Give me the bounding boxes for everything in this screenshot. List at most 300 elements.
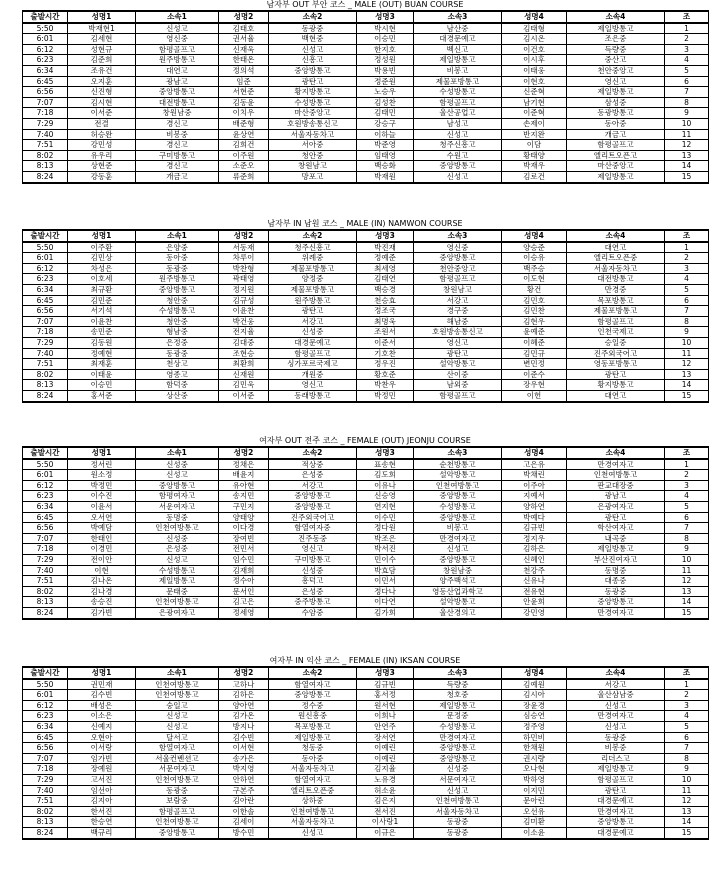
cell-name1: 한태인: [68, 533, 136, 544]
cell-team3: 비봉고: [414, 65, 502, 76]
cell-name1: 이소은: [68, 711, 136, 722]
cell-team3: 산이중: [414, 369, 502, 380]
cell-team2: 동래방통고: [269, 390, 357, 401]
table-row: [23, 721, 709, 732]
cell-team2: 원주방통고: [269, 295, 357, 306]
cell-name3: 박정민: [357, 390, 414, 401]
cell-name1: 한승연: [68, 817, 136, 828]
cell-name4: 이주아: [502, 480, 567, 491]
cell-team2: 청주신흥고: [269, 242, 357, 253]
cell-team1: 신성고: [136, 23, 219, 34]
table-row: [23, 512, 709, 523]
column-header-group: 조: [665, 11, 709, 23]
cell-name1: 원소정: [68, 470, 136, 481]
cell-team2: 신흥고: [269, 55, 357, 66]
cell-team4: 함평골프고: [567, 316, 665, 327]
cell-team2: 광탄고: [269, 76, 357, 87]
cell-team1: 문태중: [136, 586, 219, 597]
column-header-group: 조: [665, 230, 709, 242]
column-header-team4: 소속4: [567, 11, 665, 23]
cell-name3: 이희나: [357, 711, 414, 722]
cell-team2: 중앙방통고: [269, 65, 357, 76]
cell-team2: 신성고: [269, 44, 357, 55]
table-row: [23, 533, 709, 544]
cell-team3: 중앙방통고: [414, 512, 502, 523]
cell-team4: 중산고: [567, 55, 665, 66]
cell-team3: 비봉고: [414, 523, 502, 534]
cell-team1: 인천여방통고: [136, 523, 219, 534]
cell-start-time: 8:13: [23, 161, 68, 172]
cell-name3: 원서현: [357, 700, 414, 711]
cell-team1: 인천여방통고: [136, 817, 219, 828]
cell-team2: 중주방통고: [269, 597, 357, 608]
cell-name2: 박지영: [219, 764, 269, 775]
cell-name1: 성현규: [68, 44, 136, 55]
cell-name4: 김시아: [502, 690, 567, 701]
cell-name4: 이건호: [502, 44, 567, 55]
cell-name4: 남기현: [502, 97, 567, 108]
cell-name4: 문아린: [502, 796, 567, 807]
cell-name2: 이서현: [219, 743, 269, 754]
cell-team3: 울산공업고: [414, 108, 502, 119]
column-header-name4: 성명4: [502, 667, 567, 679]
cell-team1: 원주방통고: [136, 55, 219, 66]
cell-team3: 순천방통고: [414, 459, 502, 470]
cell-group: 7: [665, 306, 709, 317]
cell-team3: 광탄고: [414, 348, 502, 359]
cell-name4: 오나현: [502, 764, 567, 775]
cell-name3: 정예준: [357, 253, 414, 264]
cell-team3: 영동산업과학고: [414, 586, 502, 597]
cell-name2: 박찬형: [219, 263, 269, 274]
cell-start-time: 6:23: [23, 274, 68, 285]
cell-team2: 구미방통고: [269, 554, 357, 565]
cell-name4: 박채린: [502, 470, 567, 481]
cell-name3: 정준원: [357, 76, 414, 87]
cell-name3: 박조은: [357, 533, 414, 544]
cell-team4: 만경여자고: [567, 459, 665, 470]
column-header-name1: 성명1: [68, 447, 136, 459]
cell-team1: 함평여자고: [136, 491, 219, 502]
table-row: [23, 827, 709, 838]
cell-team3: 득량중: [414, 679, 502, 690]
cell-name4: 장윤경: [502, 700, 567, 711]
cell-team4: 광탄고: [567, 512, 665, 523]
cell-team4: 조은중: [567, 34, 665, 45]
cell-name3: 노승우: [357, 87, 414, 98]
cell-name1: 전결: [68, 118, 136, 129]
cell-name3: 이승민: [357, 34, 414, 45]
cell-team2: 서울자동차고: [269, 764, 357, 775]
cell-name2: 서현준: [219, 87, 269, 98]
cell-name2: 김고은: [219, 597, 269, 608]
cell-name2: 김태호: [219, 23, 269, 34]
cell-name4: 양승준: [502, 242, 567, 253]
cell-name3: 김지율: [357, 764, 414, 775]
course-title: 남자부 OUT 부안 코스 _ MALE (OUT) BUAN COURSE: [266, 0, 464, 9]
cell-team1: 수성방통고: [136, 306, 219, 317]
cell-group: 12: [665, 359, 709, 370]
cell-start-time: 8:24: [23, 390, 68, 401]
cell-team3: 수성방통고: [414, 721, 502, 732]
cell-team4: 개금고: [567, 129, 665, 140]
cell-name2: 박건웅: [219, 316, 269, 327]
cell-name3: 김태민: [357, 108, 414, 119]
cell-team1: 중앙방통고: [136, 827, 219, 838]
table-row: [23, 306, 709, 317]
cell-team3: 문정중: [414, 711, 502, 722]
cell-group: 14: [665, 161, 709, 172]
cell-start-time: 7:40: [23, 785, 68, 796]
cell-team4: 제일방통고: [567, 23, 665, 34]
cell-team1: 인천여방통고: [136, 774, 219, 785]
table-row: [23, 34, 709, 45]
cell-group: 7: [665, 87, 709, 98]
cell-team4: 대전방통고: [567, 274, 665, 285]
cell-team1: 동광중: [136, 785, 219, 796]
column-header-team1: 소속1: [136, 230, 219, 242]
cell-start-time: 7:29: [23, 337, 68, 348]
cell-name2: 조현승: [219, 348, 269, 359]
course-section: [22, 219, 708, 403]
cell-team4: 울산삼남중: [567, 690, 665, 701]
cell-team3: 청호중: [414, 690, 502, 701]
cell-start-time: 6:34: [23, 721, 68, 732]
cell-name3: 백승경: [357, 284, 414, 295]
cell-name3: 표송현: [357, 459, 414, 470]
cell-team1: 상산중: [136, 390, 219, 401]
cell-team4: 동광방통고: [567, 108, 665, 119]
cell-name3: 연지현: [357, 501, 414, 512]
cell-team1: 신성고: [136, 711, 219, 722]
cell-name1: 백규리: [68, 827, 136, 838]
cell-name2: 김동윤: [219, 97, 269, 108]
column-header-team4: 소속4: [567, 667, 665, 679]
cell-team2: 제일방통고: [269, 732, 357, 743]
header-row: [23, 230, 709, 242]
column-header-team2: 소속2: [269, 667, 357, 679]
cell-team4: 진주외국어고: [567, 348, 665, 359]
table-row: [23, 554, 709, 565]
cell-start-time: 6:01: [23, 470, 68, 481]
cell-team1: 청안중: [136, 295, 219, 306]
cell-group: 8: [665, 97, 709, 108]
table-row: [23, 369, 709, 380]
cell-team1: 달서고: [136, 732, 219, 743]
course-section: [22, 656, 708, 840]
cell-team1: 비봉중: [136, 129, 219, 140]
table-row: [23, 470, 709, 481]
cell-group: 13: [665, 150, 709, 161]
cell-name3: 홍서정: [357, 690, 414, 701]
cell-team1: 청안중: [136, 316, 219, 327]
cell-team1: 천상고: [136, 359, 219, 370]
table-row: [23, 700, 709, 711]
column-header-name1: 성명1: [68, 230, 136, 242]
cell-name2: 방수민: [219, 827, 269, 838]
table-row: [23, 316, 709, 327]
cell-team4: 서강고: [567, 679, 665, 690]
cell-name3: 이규은: [357, 827, 414, 838]
cell-team2: 영신고: [269, 380, 357, 391]
cell-team1: 창원남중: [136, 108, 219, 119]
cell-team2: 함열여자고: [269, 774, 357, 785]
table-row: [23, 284, 709, 295]
cell-name2: 고하나: [219, 679, 269, 690]
cell-name4: 박재우: [502, 161, 567, 172]
cell-start-time: 6:12: [23, 700, 68, 711]
column-header-team2: 소속2: [269, 447, 357, 459]
cell-name2: 정의석: [219, 65, 269, 76]
column-header-start-time: 출발시간: [23, 447, 68, 459]
column-header-name3: 성명3: [357, 230, 414, 242]
cell-team2: 서강고: [269, 316, 357, 327]
cell-team2: 서울자동차고: [269, 817, 357, 828]
cell-name1: 송민준: [68, 327, 136, 338]
cell-name2: 김하은: [219, 690, 269, 701]
cell-start-time: 6:45: [23, 732, 68, 743]
cell-team4: 함평골프고: [567, 774, 665, 785]
cell-name3: 최세영: [357, 263, 414, 274]
cell-name2: 문서인: [219, 586, 269, 597]
cell-name2: 최환희: [219, 359, 269, 370]
cell-name4: 정주영: [502, 721, 567, 732]
cell-name3: 이하늘: [357, 129, 414, 140]
cell-name1: 이승민: [68, 380, 136, 391]
cell-name2: 전민서: [219, 544, 269, 555]
cell-team4: 동명중: [567, 565, 665, 576]
cell-group: 3: [665, 44, 709, 55]
cell-team1: 은성중: [136, 544, 219, 555]
cell-team2: 진주동중: [269, 533, 357, 544]
cell-name3: 장서연: [357, 732, 414, 743]
table-row: [23, 253, 709, 264]
cell-name1: 김준희: [68, 55, 136, 66]
header-row: [23, 447, 709, 459]
cell-name3: 전서진: [357, 806, 414, 817]
cell-group: 1: [665, 242, 709, 253]
cell-team1: 함평골프고: [136, 806, 219, 817]
cell-name1: 이서준: [68, 108, 136, 119]
cell-team3: 수성방통고: [414, 501, 502, 512]
cell-name1: 박예담: [68, 523, 136, 534]
cell-start-time: 8:13: [23, 817, 68, 828]
cell-start-time: 6:45: [23, 295, 68, 306]
cell-name4: 이태웅: [502, 65, 567, 76]
cell-group: 6: [665, 295, 709, 306]
cell-team1: 중앙방통고: [136, 87, 219, 98]
cell-group: 8: [665, 316, 709, 327]
cell-team4: 신성고: [567, 700, 665, 711]
cell-team4: 삼성중: [567, 97, 665, 108]
table-row: [23, 690, 709, 701]
cell-group: 14: [665, 817, 709, 828]
column-header-name4: 성명4: [502, 11, 567, 23]
cell-team3: 설악방통고: [414, 359, 502, 370]
tee-time-table: [22, 10, 709, 184]
table-row: [23, 523, 709, 534]
cell-name2: 소준오: [219, 161, 269, 172]
cell-group: 6: [665, 76, 709, 87]
table-row: [23, 263, 709, 274]
column-header-name4: 성명4: [502, 230, 567, 242]
cell-team1: 동광중: [136, 263, 219, 274]
cell-team2: 서울자동차고: [269, 129, 357, 140]
cell-team1: 대전방통고: [136, 97, 219, 108]
column-header-group: 조: [665, 667, 709, 679]
table-row: [23, 491, 709, 502]
cell-name3: 안연주: [357, 721, 414, 732]
cell-team2: 망포고: [269, 171, 357, 182]
cell-team2: 제물포방통고: [269, 263, 357, 274]
table-row: [23, 380, 709, 391]
cell-team3: 중앙방통고: [414, 753, 502, 764]
cell-group: 5: [665, 501, 709, 512]
column-header-name3: 성명3: [357, 11, 414, 23]
cell-team2: 흥덕고: [269, 576, 357, 587]
cell-name4: 황태양: [502, 150, 567, 161]
cell-team3: 만경여자고: [414, 533, 502, 544]
column-header-team1: 소속1: [136, 447, 219, 459]
cell-name3: 이민서: [357, 576, 414, 587]
cell-name3: 천승효: [357, 295, 414, 306]
cell-name3: 이수민: [357, 512, 414, 523]
cell-team4: 만경여자고: [567, 711, 665, 722]
cell-team4: 대경문예고: [567, 827, 665, 838]
cell-team3: 벡신고: [414, 44, 502, 55]
cell-start-time: 7:51: [23, 576, 68, 587]
cell-name3: 임태영: [357, 150, 414, 161]
cell-name2: 방지나: [219, 721, 269, 732]
cell-name1: 김동원: [68, 337, 136, 348]
cell-start-time: 6:01: [23, 690, 68, 701]
cell-team2: 정수중: [269, 700, 357, 711]
table-row: [23, 390, 709, 401]
cell-team2: 수성방통고: [269, 97, 357, 108]
cell-team4: 학산여자고: [567, 523, 665, 534]
cell-team1: 인천여방통고: [136, 597, 219, 608]
column-header-team2: 소속2: [269, 230, 357, 242]
cell-name1: 최규환: [68, 284, 136, 295]
cell-name1: 박정민: [68, 480, 136, 491]
cell-start-time: 8:02: [23, 586, 68, 597]
table-row: [23, 711, 709, 722]
cell-name2: 차루이: [219, 253, 269, 264]
table-row: [23, 87, 709, 98]
cell-group: 10: [665, 118, 709, 129]
cell-start-time: 5:50: [23, 459, 68, 470]
cell-group: 15: [665, 390, 709, 401]
cell-start-time: 8:24: [23, 607, 68, 618]
cell-name3: 박찬우: [357, 380, 414, 391]
cell-start-time: 8:02: [23, 369, 68, 380]
cell-team4: 득량중: [567, 44, 665, 55]
cell-name1: 이호세: [68, 274, 136, 285]
cell-team3: 인천여방통고: [414, 480, 502, 491]
cell-team1: 광남고: [136, 76, 219, 87]
cell-name3: 이예린: [357, 743, 414, 754]
cell-team2: 중앙방통고: [269, 501, 357, 512]
cell-name1: 이경민: [68, 544, 136, 555]
cell-team4: 만경여자고: [567, 607, 665, 618]
cell-team2: 청안중: [269, 150, 357, 161]
cell-team1: 신성고: [136, 554, 219, 565]
cell-team1: 형남중: [136, 327, 219, 338]
table-row: [23, 501, 709, 512]
cell-team3: 중앙방통고: [414, 491, 502, 502]
cell-name1: 허승완: [68, 129, 136, 140]
cell-start-time: 7:18: [23, 764, 68, 775]
cell-name2: 신재원: [219, 369, 269, 380]
cell-name2: 김대중: [219, 337, 269, 348]
cell-team2: 함열여자중: [269, 523, 357, 534]
cell-name2: 이주원: [219, 150, 269, 161]
table-row: [23, 129, 709, 140]
table-row: [23, 732, 709, 743]
cell-name3: 정성원: [357, 55, 414, 66]
cell-team1: 대연고: [136, 65, 219, 76]
cell-team2: 인천여방통고: [269, 806, 357, 817]
cell-name3: 김은지: [357, 796, 414, 807]
cell-name3: 민이수: [357, 554, 414, 565]
cell-name3: 정다나: [357, 586, 414, 597]
cell-team1: 영신중: [136, 34, 219, 45]
cell-name4: 신혜인: [502, 554, 567, 565]
cell-name4: 이소윤: [502, 827, 567, 838]
cell-team1: 동아중: [136, 253, 219, 264]
table-row: [23, 764, 709, 775]
cell-start-time: 7:40: [23, 129, 68, 140]
cell-team1: 수성방통고: [136, 565, 219, 576]
cell-team2: 광탄고: [269, 306, 357, 317]
cell-name2: 정세영: [219, 607, 269, 618]
cell-team1: 함열여자고: [136, 743, 219, 754]
table-row: [23, 242, 709, 253]
cell-name1: 조유건: [68, 65, 136, 76]
cell-team1: 신성중: [136, 533, 219, 544]
cell-name1: 강민성: [68, 140, 136, 151]
cell-start-time: 6:12: [23, 44, 68, 55]
cell-name4: 하민비: [502, 732, 567, 743]
cell-name3: 박용빈: [357, 65, 414, 76]
cell-team4: 만경여자고: [567, 806, 665, 817]
table-row: [23, 576, 709, 587]
cell-name3: 한지호: [357, 44, 414, 55]
cell-group: 11: [665, 129, 709, 140]
cell-team1: 영종고: [136, 369, 219, 380]
cell-team4: 동광중: [567, 732, 665, 743]
cell-team1: 신성고: [136, 470, 219, 481]
cell-start-time: 7:07: [23, 533, 68, 544]
cell-team4: 대종중: [567, 576, 665, 587]
cell-name2: 이다경: [219, 523, 269, 534]
cell-team4: 영신고: [567, 76, 665, 87]
cell-team3: 서강고: [414, 295, 502, 306]
cell-name4: 이지민: [502, 785, 567, 796]
cell-team4: 중앙방통고: [567, 597, 665, 608]
cell-team4: 판교대장중: [567, 480, 665, 491]
cell-team3: 설악방통고: [414, 597, 502, 608]
cell-group: 4: [665, 491, 709, 502]
cell-name4: 강민영: [502, 607, 567, 618]
cell-start-time: 7:07: [23, 753, 68, 764]
cell-team2: 신성중: [269, 327, 357, 338]
course-title: 여자부 OUT 전주 코스 _ FEMALE (OUT) JEONJU COURSE: [259, 436, 471, 445]
cell-group: 13: [665, 586, 709, 597]
column-header-name3: 성명3: [357, 447, 414, 459]
cell-name4: 이현호: [502, 76, 567, 87]
cell-group: 9: [665, 544, 709, 555]
